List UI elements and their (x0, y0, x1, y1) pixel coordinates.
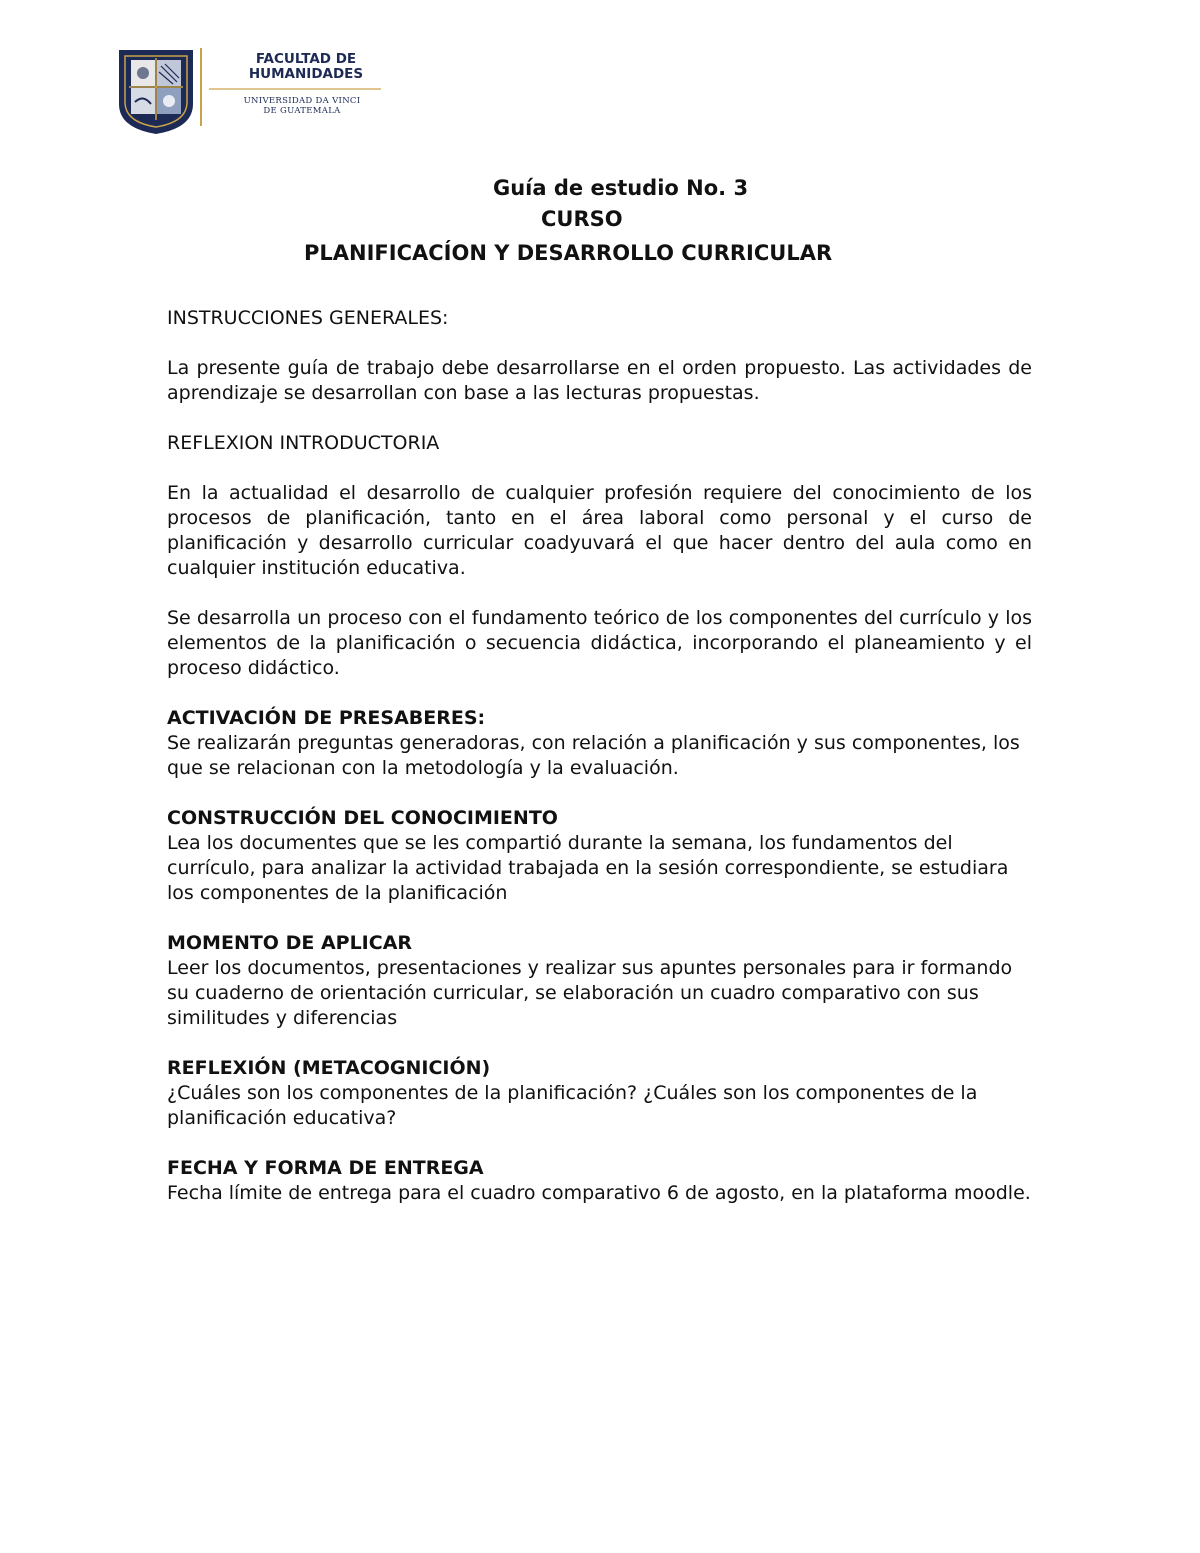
faculty-name-line2: HUMANIDADES (248, 66, 364, 82)
reflexion-intro-heading: REFLEXION INTRODUCTORIA (167, 432, 440, 454)
university-name (237, 96, 367, 116)
construccion-heading: CONSTRUCCIÓN DEL CONOCIMIENTO (167, 807, 558, 829)
aplicar-heading: MOMENTO DE APLICAR (167, 932, 413, 954)
faculty-name-line1: FACULTAD DE (255, 51, 357, 67)
reflexion-intro-paragraph-1: En la actualidad el desarrollo de cualquier profesión requiere del conocimiento de los procesos de planificación, tanto en el área laboral como personal y el curso de planificación y desarrollo curricular coadyuvará el que hacer dentro del aula como en cualquier institución educativa. (167, 482, 1032, 579)
aplicar-text: Leer los documentos, presentaciones y realizar sus apuntes personales para ir formando su cuaderno de orientación curricular, se elaboración un cuadro comparativo con sus similitudes y diferencias (167, 957, 1013, 1029)
course-label: CURSO (541, 207, 623, 231)
activacion-heading: ACTIVACIÓN DE PRESABERES: (167, 707, 486, 729)
faculty-name (241, 52, 371, 82)
construccion-text: Lea los documentes que se les compartió durante la semana, los fundamentos del currículo, para analizar la actividad trabajada en la sesión correspondiente, se estudiara los componentes de la planificación (167, 832, 1009, 904)
university-name-line1: UNIVERSIDAD DA VINCI (243, 96, 361, 106)
guide-title: Guía de estudio No. 3 (493, 176, 749, 200)
document-body (167, 172, 1032, 1206)
entrega-heading: FECHA Y FORMA DE ENTREGA (167, 1157, 484, 1179)
faculty-header (117, 46, 387, 136)
entrega-text: Fecha límite de entrega para el cuadro comparativo 6 de agosto, en la plataforma moodle. (167, 1182, 1031, 1204)
instrucciones-text: La presente guía de trabajo debe desarrollarse en el orden propuesto. Las actividades de aprendizaje se desarrollan con base a las lecturas propuestas. (167, 357, 1032, 404)
metacognicion-text: ¿Cuáles son los componentes de la planificación? ¿Cuáles son los componentes de la planificación educativa? (167, 1082, 978, 1129)
course-name: PLANIFICACÍON Y DESARROLLO CURRICULAR (304, 241, 833, 265)
university-name-line2: DE GUATEMALA (263, 106, 341, 116)
instrucciones-heading: INSTRUCCIONES GENERALES: (167, 307, 449, 329)
reflexion-intro-paragraph-2: Se desarrolla un proceso con el fundamento teórico de los componentes del currículo y los elementos de la planificación o secuencia didáctica, incorporando el planeamiento y el proceso didáctico. (167, 607, 1032, 679)
metacognicion-heading: REFLEXIÓN (METACOGNICIÓN) (167, 1057, 491, 1079)
activacion-text: Se realizarán preguntas generadoras, con relación a planificación y sus componentes, los que se relacionan con la metodología y la evaluación. (167, 732, 1020, 779)
